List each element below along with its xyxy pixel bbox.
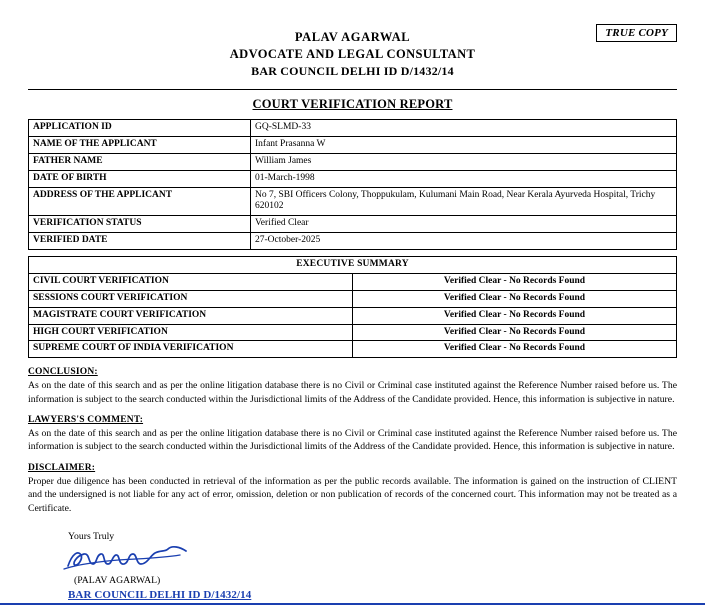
detail-label: ADDRESS OF THE APPLICANT <box>29 187 251 216</box>
detail-value: 27-October-2025 <box>251 233 677 250</box>
summary-label: SESSIONS COURT VERIFICATION <box>29 290 353 307</box>
lawyers-comment-title: LAWYERS'S COMMENT: <box>28 415 144 425</box>
signature-bar-council-id: BAR COUNCIL DELHI ID D/1432/14 <box>68 588 252 601</box>
table-row <box>29 170 677 187</box>
table-row <box>29 324 677 341</box>
table-row <box>29 341 677 358</box>
summary-label: CIVIL COURT VERIFICATION <box>29 273 353 290</box>
applicant-details-table <box>28 119 677 250</box>
signatory-name: (PALAV AGARWAL) <box>74 574 161 586</box>
lawyers-comment-body: As on the date of this search and as per the online litigation database there is no Civil or Criminal case instituted against the Reference Number raised before us. The information is subject to the search conducted within the Jurisdictional limits of the Address of the Candidate provided. Hence, this information is subjective in nature. <box>28 428 677 453</box>
table-row <box>29 216 677 233</box>
advocate-subtitle: ADVOCATE AND LEGAL CONSULTANT <box>229 47 476 61</box>
detail-value: 01-March-1998 <box>251 170 677 187</box>
detail-value: Verified Clear <box>251 216 677 233</box>
table-header-row <box>29 257 677 274</box>
table-row <box>29 120 677 137</box>
summary-status: Verified Clear - No Records Found <box>353 290 677 307</box>
detail-value: No 7, SBI Officers Colony, Thoppukulam, Kulumani Main Road, Near Kerala Ayurveda Hospital, Trichy 620102 <box>251 187 677 216</box>
detail-value: GQ-SLMD-33 <box>251 120 677 137</box>
yours-truly-label: Yours Truly <box>68 530 115 542</box>
lawyers-comment-section <box>28 415 677 454</box>
summary-label: MAGISTRATE COURT VERIFICATION <box>29 307 353 324</box>
conclusion-title: CONCLUSION: <box>28 367 98 378</box>
page-title: COURT VERIFICATION REPORT <box>252 97 453 111</box>
table-row <box>29 273 677 290</box>
disclaimer-body: Proper due diligence has been conducted in retrieval of the information as per the public records available. The information is gained on the instruction of CLIENT and the undersigned is not liable for any act of error, omission, deletion or non publication of records of the concerned court. This information may not be treated as a Certificate. <box>28 475 677 514</box>
disclaimer-section <box>28 463 677 515</box>
summary-label: SUPREME COURT OF INDIA VERIFICATION <box>29 341 353 358</box>
summary-label: HIGH COURT VERIFICATION <box>29 324 353 341</box>
executive-summary-table <box>28 256 677 358</box>
detail-label: NAME OF THE APPLICANT <box>29 136 251 153</box>
header-divider <box>28 89 677 90</box>
summary-status: Verified Clear - No Records Found <box>353 324 677 341</box>
detail-label: APPLICATION ID <box>29 120 251 137</box>
advocate-name: PALAV AGARWAL <box>294 30 411 44</box>
summary-status: Verified Clear - No Records Found <box>353 307 677 324</box>
conclusion-section <box>28 367 677 406</box>
letterhead <box>28 30 677 79</box>
table-row <box>29 233 677 250</box>
table-row <box>29 187 677 216</box>
table-row <box>29 136 677 153</box>
detail-label: VERIFICATION STATUS <box>29 216 251 233</box>
table-row <box>29 290 677 307</box>
conclusion-body: As on the date of this search and as per the online litigation database there is no Civil or Criminal case instituted against the Reference Number raised before us. The information is subject to the search conducted within the Jurisdictional limits of the Address of the Candidate provided. Hence, this information is subjective in nature. <box>28 380 677 405</box>
detail-label: VERIFIED DATE <box>29 233 251 250</box>
detail-label: DATE OF BIRTH <box>29 170 251 187</box>
summary-status: Verified Clear - No Records Found <box>353 341 677 358</box>
disclaimer-title: DISCLAIMER: <box>28 462 96 473</box>
summary-status: Verified Clear - No Records Found <box>353 273 677 290</box>
table-row <box>29 307 677 324</box>
letterhead-bar-council-id: BAR COUNCIL DELHI ID D/1432/14 <box>251 64 454 78</box>
table-row <box>29 153 677 170</box>
detail-label: FATHER NAME <box>29 153 251 170</box>
signature-block <box>28 531 677 601</box>
summary-header: EXECUTIVE SUMMARY <box>29 257 677 274</box>
detail-value: William James <box>251 153 677 170</box>
detail-value: Infant Prasanna W <box>251 136 677 153</box>
true-copy-stamp: TRUE COPY <box>596 24 677 42</box>
signature-image <box>62 544 192 574</box>
